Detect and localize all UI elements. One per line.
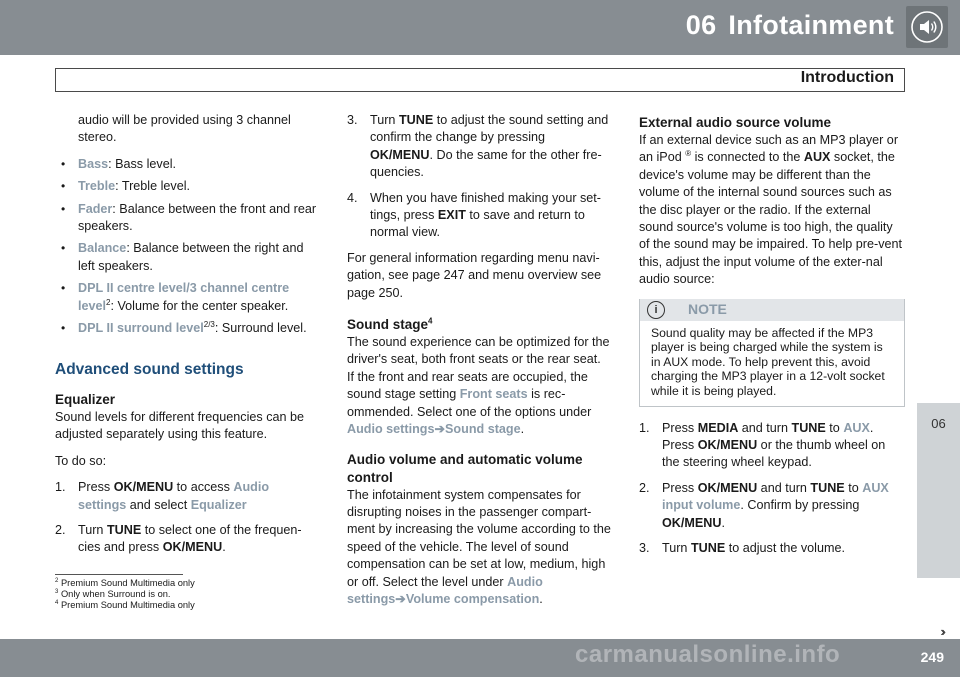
list-item: • Fader: Balance between the front and rear speakers. — [55, 201, 318, 236]
info-icon: i — [647, 301, 665, 319]
step-item: 3. Turn TUNE to adjust the volume. — [639, 541, 845, 556]
footnote-rule — [55, 574, 183, 575]
section-bar — [55, 68, 905, 92]
step-item: 1. Press OK/MENU to access Audio settings and select Equalizer — [55, 480, 270, 512]
chapter-name: Infotainment — [728, 10, 894, 40]
side-tab-label: 06 — [931, 416, 946, 431]
watermark: carmanualsonline.info — [575, 641, 841, 668]
step-item: 2. Press OK/MENU and turn TUNE to AUX input volume. Confirm by pressing OK/MENU. — [639, 480, 889, 530]
footnotes — [55, 578, 195, 610]
arrow-right-icon: ➔ — [395, 591, 406, 606]
column-left — [55, 112, 318, 565]
column-middle — [347, 112, 611, 617]
todo-text: To do so: — [55, 453, 107, 468]
arrow-right-icon: ➔ — [434, 422, 446, 437]
step-item: 1. Press MEDIA and turn TUNE to AUX. Press OK/MENU or the thumb wheel on the steering wheel keypad. — [639, 420, 886, 470]
external-audio-text: If an external device such as an MP3 player or an iPod ® is connected to the AUX socket, the device's volume may be different than the volume of the internal sound sources such as the disc player or the radio. If the external sound source's volume is too high, the quality of the sound may be impaired. To help pre-vent this, adjust the input volume of the exter-nal audio source: — [639, 133, 902, 287]
list-item: • Treble: Treble level. — [55, 178, 318, 195]
chapter-title — [686, 10, 894, 41]
step-item: 3. Turn TUNE to adjust the sound setting and confirm the change by pressing OK/MENU. Do the same for the other fre-quencies. — [347, 113, 609, 180]
chapter-number: 06 — [685, 10, 717, 40]
sound-stage-text: The sound experience can be optimized for the driver's seat, both front seats or the rear seat. If the front and rear seats are occupied, the sound stage setting Front seats is rec-ommended. Select one of the options under Audio settings➔Sound stage. — [347, 335, 610, 437]
volume-control-text: The infotainment system compensates for disrupting noises in the passenger compart-ment by increasing the volume according to the speed of the vehicle. The level of sound compensation can be set at low, medium, high or off. Select the level under Audio settings➔Volume compensation. — [347, 487, 611, 606]
general-info-text: For general information regarding menu navi-gation, see page 247 and menu overview see page 250. — [347, 250, 602, 300]
list-item: • DPL II centre level/3 channel centre level$^2$: Volume for the center speaker. — [55, 280, 318, 315]
list-item: • Bass: Bass level. — [55, 156, 318, 173]
column-right — [639, 114, 905, 565]
step-item: 4. When you have finished making your set-tings, press EXIT to save and return to normal view. — [347, 190, 602, 240]
list-item: • DPL II surround level$^{2/3}$: Surround level. — [55, 320, 318, 337]
intro-text: audio will be provided using 3 channel stereo. — [78, 113, 291, 145]
volume-control-heading: Audio volume and automatic volume control — [347, 451, 583, 485]
page-number: 249 — [920, 649, 944, 665]
footnote: $^4$ Premium Sound Multimedia only — [55, 599, 195, 610]
note-header — [640, 299, 904, 321]
external-audio-heading: External audio source volume — [639, 115, 832, 130]
note-box — [639, 299, 905, 407]
step-item: 2. Turn TUNE to select one of the frequen-cies and press OK/MENU. — [55, 522, 302, 555]
equalizer-heading: Equalizer — [55, 391, 116, 407]
chapter-side-tab — [917, 403, 960, 578]
footnote: $^3$ Only when Surround is on. — [55, 588, 171, 599]
speaker-icon — [906, 6, 948, 48]
note-label: NOTE — [688, 300, 727, 317]
section-title: Introduction — [800, 69, 894, 86]
advanced-sound-heading: Advanced sound settings — [55, 361, 244, 379]
footnote: $^2$ Premium Sound Multimedia only — [55, 577, 195, 588]
sound-stage-heading: Sound stage$^4$ — [347, 316, 433, 333]
next-page-icon: ›› — [940, 624, 943, 639]
note-text: Sound quality may be affected if the MP3 player is being charged while the system is in AUX mode. To help prevent this, avoid charging the MP3 player in a 12-volt socket while it is being played. — [651, 325, 885, 399]
equalizer-text: Sound levels for different frequencies can be adjusted separately using this feature. — [55, 409, 305, 442]
list-item: • Balance: Balance between the right and left speakers. — [55, 240, 318, 275]
